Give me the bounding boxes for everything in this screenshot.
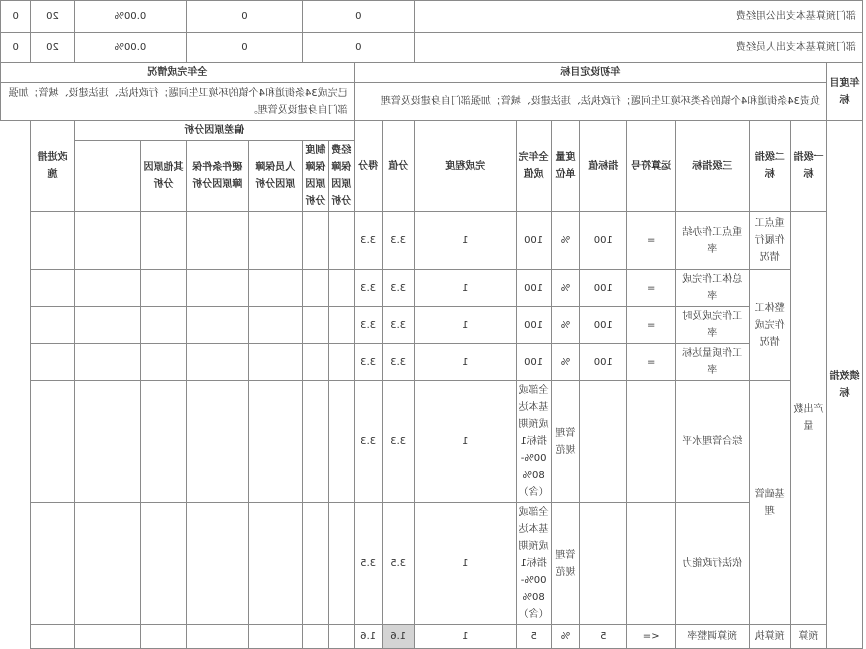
level2-work: 重点工作履行情况 <box>749 212 790 270</box>
budget-row-value: 0 <box>302 33 414 63</box>
goal-text: 负责34条街道和4个镇的各类环境卫生问题；行政执法、违法建设、城管；加强部门自身建设及管理 <box>354 83 826 121</box>
budget-row-label: 部门预算基本支出公用经费 <box>414 1 862 33</box>
indicator-weight: 1.6 <box>382 625 414 649</box>
indicator-name: 综合管理水平 <box>676 381 749 503</box>
indicator-score: 3.3 <box>354 270 382 307</box>
level2-work: 整体工作完成情况 <box>749 270 790 381</box>
budget-row-value: 0 <box>186 1 302 33</box>
done-text: 已完成34条街道和4个镇的环境卫生问题；行政执法、违法建设、城管；加强部门自身建设及管理。 <box>1 83 355 121</box>
indicator-row <box>1 307 863 344</box>
indicator-score: 3.3 <box>354 307 382 344</box>
indicator-unit: % <box>551 212 580 270</box>
header-deviation: 偏差原因分析 <box>74 121 354 141</box>
level1-output: 产出数量 <box>791 212 827 625</box>
header-done-ratio: 完成程度 <box>414 121 516 212</box>
indicator-op: = <box>627 270 676 307</box>
level2-manage: 基础管理 <box>749 381 790 625</box>
indicator-unit: % <box>551 344 580 381</box>
budget-row-value: 0 <box>302 1 414 33</box>
indicator-op <box>627 381 676 503</box>
indicator-ratio: 1 <box>414 344 516 381</box>
budget-row-value: 0 <box>186 33 302 63</box>
yearly-goal-header-row <box>1 63 863 83</box>
indicator-actual: 100 <box>516 212 551 270</box>
indicator-actual: 5 <box>516 625 551 649</box>
budget-row <box>1 33 863 63</box>
budget-row-deduct: 0 <box>1 1 31 33</box>
indicator-name: 预算调整率 <box>676 625 749 649</box>
indicator-unit: % <box>551 307 580 344</box>
indicator-op: = <box>627 307 676 344</box>
level2-budget: 预算执 <box>749 625 790 649</box>
indicator-actual: 全部或基本达成预期指标100%-80%（含） <box>516 503 551 625</box>
indicator-name: 工作完成及时率 <box>676 307 749 344</box>
indicator-weight: 3.3 <box>382 381 414 503</box>
indicator-ratio: 1 <box>414 212 516 270</box>
indicator-op <box>627 503 676 625</box>
indicator-op: <= <box>627 625 676 649</box>
level1-budget: 预算 <box>791 625 827 649</box>
indicator-row <box>1 270 863 307</box>
indicator-target <box>580 381 627 503</box>
indicator-op: = <box>627 212 676 270</box>
indicator-unit: 管理规范 <box>551 381 580 503</box>
indicator-weight: 3.3 <box>382 212 414 270</box>
header-level2: 二级指标 <box>749 121 790 212</box>
budget-row-rate: 0.00% <box>74 33 186 63</box>
indicator-unit: % <box>551 270 580 307</box>
indicator-weight: 3.5 <box>382 503 414 625</box>
header-score: 得分 <box>354 121 382 212</box>
header-level3: 三级指标 <box>676 121 749 212</box>
indicator-ratio: 1 <box>414 270 516 307</box>
indicator-actual: 100 <box>516 344 551 381</box>
indicator-weight: 3.3 <box>382 270 414 307</box>
header-dev-staff: 人员保障原因分析 <box>248 141 302 212</box>
header-actual: 全年完成值 <box>516 121 551 212</box>
indicator-weight: 3.3 <box>382 344 414 381</box>
indicator-target: 100 <box>580 307 627 344</box>
indicator-weight: 3.3 <box>382 307 414 344</box>
header-dev-hardware: 硬件条件保障原因分析 <box>186 141 248 212</box>
header-weight: 分值 <box>382 121 414 212</box>
indicator-name: 重点工作办结率 <box>676 212 749 270</box>
budget-row-label: 部门预算基本支出人员经费 <box>414 33 862 63</box>
indicator-actual: 100 <box>516 307 551 344</box>
indicator-score: 3.3 <box>354 381 382 503</box>
performance-section-label: 绩效指标 <box>827 121 863 649</box>
indicator-op: = <box>627 344 676 381</box>
indicator-row <box>1 381 863 503</box>
header-row <box>1 121 863 141</box>
indicator-name: 总体工作完成率 <box>676 270 749 307</box>
indicator-name: 依法行政能力 <box>676 503 749 625</box>
budget-row-rate: 0.00% <box>74 1 186 33</box>
indicator-target <box>580 503 627 625</box>
header-dev-funds: 经费保障原因分析 <box>328 141 354 212</box>
header-op: 运算符号 <box>627 121 676 212</box>
indicator-ratio: 1 <box>414 625 516 649</box>
indicator-score: 3.5 <box>354 503 382 625</box>
indicator-target: 100 <box>580 344 627 381</box>
indicator-ratio: 1 <box>414 503 516 625</box>
budget-row-score: 20 <box>31 33 74 63</box>
indicator-target: 100 <box>580 212 627 270</box>
indicator-actual: 全部或基本达成预期指标100%-80%（含） <box>516 381 551 503</box>
indicator-row <box>1 344 863 381</box>
indicator-ratio: 1 <box>414 307 516 344</box>
indicator-row <box>1 503 863 625</box>
budget-row-score: 20 <box>31 1 74 33</box>
yearly-goal-text-row <box>1 83 863 121</box>
indicator-actual: 100 <box>516 270 551 307</box>
indicator-target: 100 <box>580 270 627 307</box>
indicator-score: 1.6 <box>354 625 382 649</box>
indicator-ratio: 1 <box>414 381 516 503</box>
header-dev-extra <box>74 141 140 212</box>
goal-header: 年初设定目标 <box>354 63 826 83</box>
budget-row <box>1 1 863 33</box>
header-dev-system: 制度保障原因分析 <box>302 141 328 212</box>
indicator-score: 3.3 <box>354 344 382 381</box>
done-header: 全年完成情况 <box>1 63 355 83</box>
indicator-row <box>1 212 863 270</box>
indicator-name: 工作质量达标率 <box>676 344 749 381</box>
header-improve: 改进措施 <box>31 121 74 212</box>
header-target: 指标值 <box>580 121 627 212</box>
indicator-score: 3.3 <box>354 212 382 270</box>
header-dev-other: 其他原因分析 <box>140 141 186 212</box>
indicator-target: 5 <box>580 625 627 649</box>
budget-row-deduct: 0 <box>1 33 31 63</box>
indicator-unit: % <box>551 625 580 649</box>
header-level1: 一级指标 <box>791 121 827 212</box>
header-unit: 度量单位 <box>551 121 580 212</box>
indicator-row <box>1 625 863 649</box>
indicator-unit: 管理规范 <box>551 503 580 625</box>
yearly-goal-label: 年度目标 <box>827 63 863 121</box>
